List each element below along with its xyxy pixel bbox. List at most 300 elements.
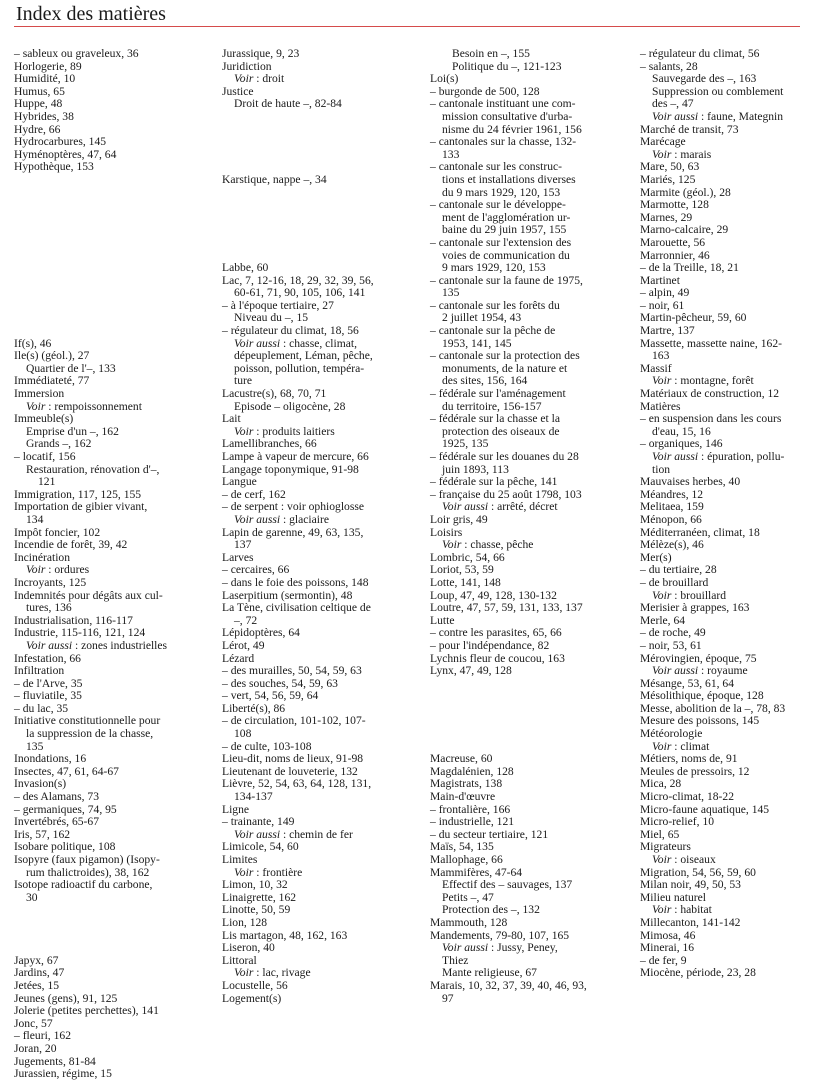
- spacer: [222, 124, 422, 137]
- index-entry: Mimosa, 46: [640, 928, 696, 942]
- index-entry: Juridiction: [222, 59, 272, 73]
- index-entry: Loutre, 47, 57, 59, 131, 133, 137: [430, 601, 583, 615]
- index-entry: des sites, 156, 164: [442, 374, 528, 388]
- index-entry: Jeunes (gens), 91, 125: [14, 991, 118, 1005]
- index-entry: Méditerranéen, climat, 18: [640, 525, 760, 539]
- index-entry: Droit de haute –, 82-84: [234, 97, 342, 111]
- index-entry: Justice: [222, 84, 254, 98]
- index-entry: tion: [652, 462, 671, 476]
- index-entry: Laserpitium (sermontin), 48: [222, 588, 353, 602]
- index-entry: Voir aussi : faune, Mategnin: [652, 109, 784, 123]
- index-entry: Limites: [222, 853, 258, 866]
- index-entry: Voir : produits laitiers: [234, 424, 335, 438]
- index-entry: Lérot, 49: [222, 638, 265, 652]
- index-entry: Karstique, nappe –, 34: [222, 172, 327, 186]
- index-entry: – burgonde de 500, 128: [430, 84, 540, 98]
- spacer: [14, 187, 212, 200]
- spacer: [222, 149, 422, 162]
- index-entry: – fédérale sur les douanes du 28: [430, 450, 579, 463]
- index-entry: Macreuse, 60: [430, 752, 493, 766]
- index-entry: Milan noir, 49, 50, 53: [640, 878, 741, 892]
- index-entry: – noir, 53, 61: [640, 638, 702, 652]
- index-entry: Jurassien, régime, 15: [14, 1067, 112, 1081]
- spacer: [14, 904, 212, 917]
- index-entry: 1925, 135: [442, 437, 489, 451]
- index-entry: – cantonale sur les construc-: [430, 160, 562, 174]
- index-entry: Thiez: [442, 953, 469, 967]
- index-entry: Mer(s): [640, 550, 672, 564]
- index-entry: Jetées, 15: [14, 978, 60, 992]
- index-entry: 97: [442, 991, 454, 1005]
- index-entry: La Tène, civilisation celtique de: [222, 601, 371, 615]
- index-entry: Invasion(s): [14, 777, 67, 791]
- spacer: [14, 237, 212, 250]
- index-entry: Mare, 50, 63: [640, 160, 700, 174]
- index-entry: Marmite (géol.), 28: [640, 185, 731, 199]
- index-entry: Voir : brouillard: [652, 588, 727, 602]
- index-entry: Niveau du –, 15: [234, 311, 309, 325]
- index-entry: Industrie, 115-116, 121, 124: [14, 626, 146, 640]
- index-entry: ment de l'agglomération ur-: [442, 210, 571, 224]
- index-entry: nisme du 24 février 1961, 156: [442, 122, 582, 136]
- index-entry: baine du 29 juin 1957, 155: [442, 223, 567, 237]
- index-entry: Meules de pressoirs, 12: [640, 764, 750, 778]
- index-entry: Martinet: [640, 273, 680, 287]
- index-entry: – du lac, 35: [14, 701, 69, 715]
- index-entry: Larves: [222, 550, 254, 564]
- index-entry: Méandres, 12: [640, 487, 704, 501]
- index-entry: – frontalière, 166: [430, 802, 511, 816]
- index-column-3: [430, 48, 628, 1005]
- index-entry: Sauvegarde des –, 163: [652, 72, 757, 86]
- index-entry: – sableux ou graveleux, 36: [14, 47, 139, 60]
- index-entry: Minerai, 16: [640, 941, 695, 955]
- index-entry: Magdalénien, 128: [430, 764, 514, 778]
- spacer: [14, 212, 212, 225]
- index-entry: protection des oiseaux de: [442, 424, 560, 438]
- index-entry: mission consultative d'urba-: [442, 109, 573, 123]
- index-entry: Lion, 128: [222, 915, 268, 929]
- index-entry: Voir : habitat: [652, 903, 712, 917]
- index-entry: Industrialisation, 116-117: [14, 613, 133, 627]
- index-entry: Loir gris, 49: [430, 512, 488, 526]
- index-entry: poisson, pollution, tempéra-: [234, 361, 365, 375]
- index-entry: Lieu-dit, noms de lieux, 91-98: [222, 752, 364, 766]
- index-entry: Mésolithique, époque, 128: [640, 689, 764, 703]
- index-entry: Infestation, 66: [14, 651, 81, 665]
- index-entry: Mica, 28: [640, 777, 682, 791]
- index-entry: Voir aussi : épuration, pollu-: [652, 450, 785, 463]
- index-entry: Humidité, 10: [14, 72, 76, 86]
- index-entry: Merle, 64: [640, 613, 686, 627]
- spacer: [14, 262, 212, 275]
- index-entry: – industrielle, 121: [430, 815, 515, 829]
- index-entry: Mesure des poissons, 145: [640, 714, 760, 728]
- index-entry: – contre les parasites, 65, 66: [430, 626, 562, 640]
- index-entry: Marouette, 56: [640, 235, 706, 249]
- index-entry: Messe, abolition de la –, 78, 83: [640, 701, 786, 715]
- index-entry: Martre, 137: [640, 324, 695, 338]
- spacer: [14, 224, 212, 237]
- index-entry: Lis martagon, 48, 162, 163: [222, 928, 348, 942]
- index-entry: Lacustre(s), 68, 70, 71: [222, 387, 327, 401]
- index-entry: Voir : montagne, forêt: [652, 374, 754, 388]
- index-entry: Voir : lac, rivage: [234, 966, 311, 980]
- index-entry: Voir : climat: [652, 739, 710, 753]
- index-entry: Huppe, 48: [14, 97, 63, 111]
- index-entry: Voir : oiseaux: [652, 853, 716, 866]
- index-entry: Petits –, 47: [442, 890, 494, 904]
- index-entry: Locustelle, 56: [222, 978, 288, 992]
- spacer: [14, 287, 212, 300]
- index-entry: Marais, 10, 32, 37, 39, 40, 46, 93,: [430, 978, 587, 992]
- index-entry: Lapin de garenne, 49, 63, 135,: [222, 525, 364, 539]
- spacer: [430, 703, 628, 716]
- index-entry: Limon, 10, 32: [222, 878, 288, 892]
- index-entry: Micro-faune aquatique, 145: [640, 802, 770, 816]
- index-entry: Voir aussi : zones industrielles: [26, 638, 168, 652]
- index-entry: Linotte, 50, 59: [222, 903, 291, 917]
- index-entry: Grands –, 162: [26, 437, 92, 451]
- index-entry: Hyménoptères, 47, 64: [14, 147, 117, 161]
- index-entry: Lézard: [222, 651, 255, 665]
- index-entry: – locatif, 156: [14, 450, 76, 463]
- index-entry: Isobare politique, 108: [14, 840, 116, 854]
- index-entry: Suppression ou comblement: [652, 84, 784, 98]
- index-entry: ture: [234, 374, 253, 388]
- index-entry: Langage toponymique, 91-98: [222, 462, 359, 476]
- index-entry: Voir : ordures: [26, 563, 90, 577]
- index-entry: Voir aussi : arrêté, décret: [442, 500, 558, 514]
- index-entry: des –, 47: [652, 97, 694, 111]
- index-entry: Migration, 54, 56, 59, 60: [640, 865, 756, 879]
- index-entry: – noir, 61: [640, 298, 685, 312]
- index-entry: – cantonale instituant une com-: [430, 97, 576, 111]
- index-entry: – organiques, 146: [640, 437, 723, 451]
- index-entry: Incendie de forêt, 39, 42: [14, 538, 128, 552]
- spacer: [14, 325, 212, 338]
- index-entry: Emprise d'un –, 162: [26, 424, 119, 438]
- index-entry: Voir : chasse, pêche: [442, 538, 534, 552]
- index-entry: – de cerf, 162: [222, 487, 286, 501]
- index-entry: Labbe, 60: [222, 261, 269, 275]
- index-entry: Mallophage, 66: [430, 853, 503, 866]
- index-entry: Loi(s): [430, 72, 459, 86]
- index-entry: Voir aussi : chasse, climat,: [234, 336, 358, 350]
- spacer: [14, 312, 212, 325]
- index-entry: Jonc, 57: [14, 1016, 53, 1030]
- spacer: [430, 690, 628, 703]
- index-entry: Quartier de l'–, 133: [26, 361, 116, 375]
- index-entry: Mante religieuse, 67: [442, 966, 537, 980]
- index-entry: Marché de transit, 73: [640, 122, 739, 136]
- spacer: [222, 199, 422, 212]
- index-entry: – de l'Arve, 35: [14, 676, 83, 690]
- index-entry: 134-137: [234, 790, 273, 804]
- index-entry: – alpin, 49: [640, 286, 690, 300]
- index-entry: 60-61, 71, 90, 105, 106, 141: [234, 286, 366, 300]
- index-entry: Migrateurs: [640, 840, 691, 854]
- index-entry: Incinération: [14, 550, 71, 564]
- index-entry: Immigration, 117, 125, 155: [14, 487, 142, 501]
- index-entry: – salants, 28: [640, 59, 698, 73]
- index-entry: 134: [26, 512, 44, 526]
- index-entry: – cercaires, 66: [222, 563, 290, 577]
- index-entry: Importation de gibier vivant,: [14, 500, 148, 514]
- index-entry: – du secteur tertiaire, 121: [430, 827, 549, 841]
- index-entry: voies de communication du: [442, 248, 570, 262]
- index-entry: Marnes, 29: [640, 210, 693, 224]
- index-entry: – vert, 54, 56, 59, 64: [222, 689, 319, 703]
- index-entry: Immeuble(s): [14, 412, 74, 426]
- index-entry: – cantonale sur la pêche de: [430, 324, 556, 338]
- index-entry: Protection des –, 132: [442, 903, 540, 917]
- index-entry: – dans le foie des poissons, 148: [222, 575, 369, 589]
- index-entry: Melitaea, 159: [640, 500, 704, 514]
- index-entry: Lampe à vapeur de mercure, 66: [222, 450, 369, 463]
- index-entry: Mandements, 79-80, 107, 165: [430, 928, 570, 942]
- index-entry: Initiative constitutionnelle pour: [14, 714, 161, 728]
- index-entry: Hybrides, 38: [14, 109, 74, 123]
- index-entry: Langue: [222, 475, 257, 489]
- index-entry: Humus, 65: [14, 84, 65, 98]
- index-entry: Massif: [640, 361, 672, 375]
- index-entry: Infiltration: [14, 664, 65, 678]
- index-entry: Mésange, 53, 61, 64: [640, 676, 735, 690]
- index-entry: – fédérale sur l'aménagement: [430, 387, 566, 401]
- index-entry: – cantonale sur le développe-: [430, 198, 566, 212]
- index-entry: – régulateur du climat, 56: [640, 47, 760, 60]
- index-entry: Micro-relief, 10: [640, 815, 715, 829]
- index-entry: Martin-pêcheur, 59, 60: [640, 311, 747, 325]
- index-entry: 2 juillet 1954, 43: [442, 311, 522, 325]
- index-entry: Maïs, 54, 135: [430, 840, 494, 854]
- index-entry: Insectes, 47, 61, 64-67: [14, 764, 119, 778]
- index-entry: Mammifères, 47-64: [430, 865, 523, 879]
- index-entry: – de circulation, 101-102, 107-: [222, 714, 366, 728]
- index-entry: Effectif des – sauvages, 137: [442, 878, 573, 892]
- index-entry: – de fer, 9: [640, 953, 687, 967]
- index-entry: Ile(s) (géol.), 27: [14, 349, 90, 363]
- spacer: [430, 715, 628, 728]
- index-entry: – pour l'indépendance, 82: [430, 638, 550, 652]
- index-entry: Miocène, période, 23, 28: [640, 966, 756, 980]
- index-entry: Ligne: [222, 802, 250, 816]
- index-entry: Marmotte, 128: [640, 198, 709, 212]
- index-entry: – des Alamans, 73: [14, 790, 100, 804]
- index-entry: – fédérale sur la chasse et la: [430, 412, 561, 426]
- index-column-4: [640, 48, 806, 980]
- index-entry: rum thalictroides), 38, 162: [26, 865, 150, 879]
- index-entry: – fluviatile, 35: [14, 689, 82, 703]
- index-entry: Voir aussi : chemin de fer: [234, 827, 353, 841]
- index-entry: Jardins, 47: [14, 966, 65, 980]
- index-entry: tures, 136: [26, 601, 72, 615]
- index-entry: –, 72: [234, 613, 258, 627]
- index-entry: Invertébrés, 65-67: [14, 815, 99, 829]
- spacer: [222, 237, 422, 250]
- index-entry: – de roche, 49: [640, 626, 706, 640]
- index-entry: Logement(s): [222, 991, 282, 1005]
- index-entry: Lait: [222, 412, 241, 426]
- spacer: [14, 174, 212, 187]
- index-entry: – cantonale sur la protection des: [430, 349, 580, 363]
- index-entry: Lièvre, 52, 54, 63, 64, 128, 131,: [222, 777, 372, 791]
- index-entry: – cantonale sur l'extension des: [430, 235, 572, 249]
- index-column-2: [222, 48, 422, 1005]
- index-entry: Joran, 20: [14, 1041, 57, 1055]
- index-entry: Lynx, 47, 49, 128: [430, 664, 512, 678]
- index-entry: juin 1893, 113: [442, 462, 509, 476]
- spacer: [14, 199, 212, 212]
- spacer: [14, 250, 212, 263]
- index-entry: – des souches, 54, 59, 63: [222, 676, 338, 690]
- index-entry: Voir aussi : glaciaire: [234, 512, 330, 526]
- spacer: [222, 136, 422, 149]
- index-entry: – de la Treille, 18, 21: [640, 261, 739, 275]
- spacer: [222, 224, 422, 237]
- index-entry: Milieu naturel: [640, 890, 707, 904]
- index-entry: – trainante, 149: [222, 815, 295, 829]
- index-entry: Voir : droit: [234, 72, 285, 86]
- page-title: Index des matières: [16, 3, 166, 25]
- index-entry: – fédérale sur la pêche, 141: [430, 475, 558, 489]
- index-entry: Isopyre (faux pigamon) (Isopy-: [14, 853, 160, 866]
- spacer: [430, 678, 628, 691]
- index-entry: Lychnis fleur de coucou, 163: [430, 651, 565, 665]
- index-entry: Météorologie: [640, 727, 703, 741]
- index-entry: Episode – oligocène, 28: [234, 399, 346, 413]
- page-header: [14, 0, 800, 30]
- index-entry: Liberté(s), 86: [222, 701, 286, 715]
- index-entry: Restauration, rénovation d'–,: [26, 462, 160, 476]
- index-entry: – cantonales sur la chasse, 132-: [430, 135, 577, 149]
- index-entry: Voir : rempoissonnement: [26, 399, 142, 413]
- index-entry: Limicole, 54, 60: [222, 840, 299, 854]
- index-entry: Marronnier, 46: [640, 248, 710, 262]
- index-entry: 121: [38, 475, 56, 489]
- index-entry: d'eau, 15, 16: [652, 424, 711, 438]
- index-entry: Isotope radioactif du carbone,: [14, 878, 153, 892]
- index-entry: Ménopon, 66: [640, 512, 702, 526]
- index-column-1: [14, 48, 212, 1081]
- index-entry: – française du 25 août 1798, 103: [430, 487, 582, 501]
- index-entry: Loriot, 53, 59: [430, 563, 494, 577]
- index-entry: – fleuri, 162: [14, 1029, 71, 1043]
- index-entry: Mérovingien, époque, 75: [640, 651, 757, 665]
- index-entry: Magistrats, 138: [430, 777, 503, 791]
- index-entry: 108: [234, 727, 252, 741]
- index-entry: 1953, 141, 145: [442, 336, 512, 350]
- header-rule: [14, 26, 800, 27]
- index-entry: Immersion: [14, 387, 65, 401]
- index-entry: du territoire, 156-157: [442, 399, 542, 413]
- index-entry: Indemnités pour dégâts aux cul-: [14, 588, 163, 602]
- index-entry: – cantonale sur la faune de 1975,: [430, 273, 583, 287]
- index-entry: If(s), 46: [14, 336, 52, 350]
- index-entry: Jugements, 81-84: [14, 1054, 96, 1068]
- index-entry: 9 mars 1929, 120, 153: [442, 261, 546, 275]
- index-entry: Voir : frontière: [234, 865, 303, 879]
- spacer: [222, 212, 422, 225]
- index-entry: Horlogerie, 89: [14, 59, 82, 73]
- index-entry: Hydrocarbures, 145: [14, 135, 107, 149]
- index-entry: Lac, 7, 12-16, 18, 29, 32, 39, 56,: [222, 273, 374, 287]
- index-entry: – du tertiaire, 28: [640, 563, 717, 577]
- index-entry: Inondations, 16: [14, 752, 87, 766]
- index-entry: Mélèze(s), 46: [640, 538, 704, 552]
- index-entry: Jurassique, 9, 23: [222, 47, 300, 60]
- index-entry: Impôt foncier, 102: [14, 525, 101, 539]
- spacer: [14, 275, 212, 288]
- index-entry: dépeuplement, Léman, pêche,: [234, 349, 373, 363]
- index-entry: Hypothèque, 153: [14, 160, 94, 174]
- index-entry: Loisirs: [430, 525, 463, 539]
- spacer: [222, 111, 422, 124]
- spacer: [14, 942, 212, 955]
- spacer: [222, 187, 422, 200]
- index-entry: 30: [26, 890, 38, 904]
- index-entry: Mammouth, 128: [430, 915, 508, 929]
- index-entry: tions et installations diverses: [442, 172, 576, 186]
- index-entry: – à l'époque tertiaire, 27: [222, 298, 334, 312]
- index-entry: Merisier à grappes, 163: [640, 601, 750, 615]
- index-entry: Mariés, 125: [640, 172, 696, 186]
- index-entry: Iris, 57, 162: [14, 827, 71, 841]
- index-entry: Lamellibranches, 66: [222, 437, 317, 451]
- index-entry: – de serpent : voir ophioglosse: [222, 500, 365, 514]
- index-entry: 135: [26, 739, 44, 753]
- index-entry: Marécage: [640, 135, 686, 149]
- index-entry: – en suspension dans les cours: [640, 412, 782, 426]
- index-entry: 163: [652, 349, 670, 363]
- index-entry: Métiers, noms de, 91: [640, 752, 738, 766]
- index-entry: Politique du –, 121-123: [452, 59, 562, 73]
- index-entry: Mauvaises herbes, 40: [640, 475, 741, 489]
- index-entry: Liseron, 40: [222, 941, 275, 955]
- index-entry: Besoin en –, 155: [452, 47, 530, 60]
- index-entry: Marno-calcaire, 29: [640, 223, 729, 237]
- index-entry: Linaigrette, 162: [222, 890, 297, 904]
- index-entry: 133: [442, 147, 460, 161]
- index-entry: Incroyants, 125: [14, 575, 87, 589]
- index-entry: monuments, de la nature et: [442, 361, 568, 375]
- spacer: [14, 300, 212, 313]
- index-entry: – de culte, 103-108: [222, 739, 312, 753]
- index-entry: Voir : marais: [652, 147, 712, 161]
- index-entry: Matières: [640, 399, 681, 413]
- index-entry: Lutte: [430, 613, 455, 627]
- index-entry: Matériaux de construction, 12: [640, 387, 780, 401]
- index-entry: la suppression de la chasse,: [26, 727, 154, 741]
- index-entry: – de brouillard: [640, 575, 709, 589]
- index-entry: Massette, massette naine, 162-: [640, 336, 782, 350]
- index-entry: Lieutenant de louveterie, 132: [222, 764, 358, 778]
- index-entry: Lépidoptères, 64: [222, 626, 300, 640]
- index-entry: Millecanton, 141-142: [640, 915, 741, 929]
- index-entry: Jolerie (petites perchettes), 141: [14, 1004, 159, 1018]
- index-entry: – régulateur du climat, 18, 56: [222, 324, 359, 338]
- index-entry: Loup, 47, 49, 128, 130-132: [430, 588, 557, 602]
- index-entry: Lotte, 141, 148: [430, 575, 501, 589]
- index-entry: Miel, 65: [640, 827, 680, 841]
- index-entry: – germaniques, 74, 95: [14, 802, 117, 816]
- index-entry: Main-d'œuvre: [430, 790, 496, 804]
- index-entry: Micro-climat, 18-22: [640, 790, 735, 804]
- spacer: [14, 917, 212, 930]
- index-entry: Lombric, 54, 66: [430, 550, 505, 564]
- index-entry: 135: [442, 286, 460, 300]
